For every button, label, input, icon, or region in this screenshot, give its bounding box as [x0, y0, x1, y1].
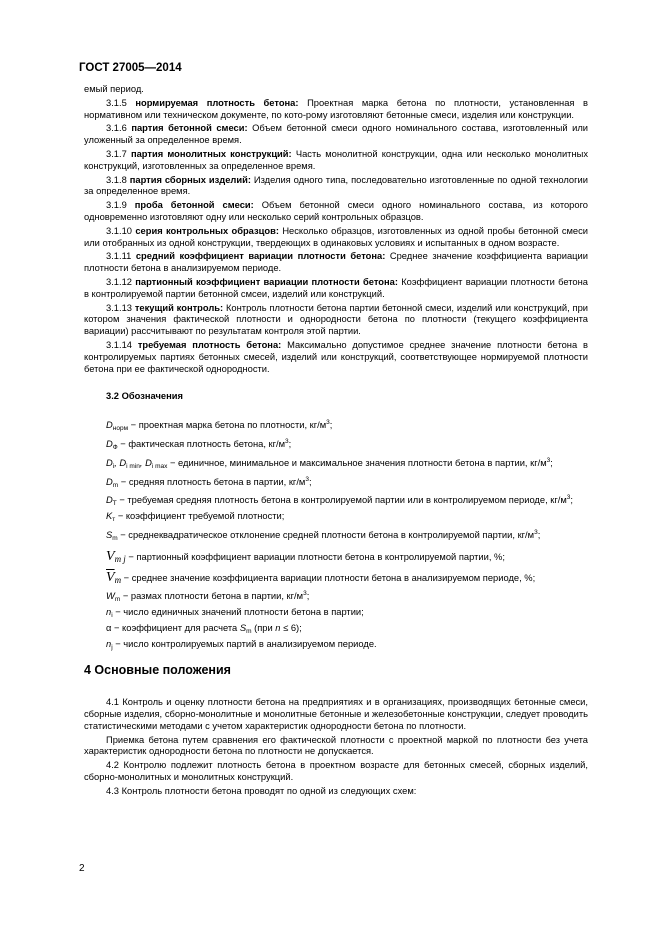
superscript: 3 — [546, 456, 551, 464]
designation-tail: ; — [570, 495, 574, 506]
formula-v-mj — [106, 549, 126, 564]
superscript: 3 — [305, 475, 309, 483]
definition-3-1-12 — [84, 277, 588, 301]
symbol: S — [106, 529, 113, 540]
definition-text: Несколько образцов, изготовленных из одной пробы бетонной смеси или отобранных из одной конструкции, твердеющих в одинаковых условиях и испытанных в одном возрасте. — [84, 225, 588, 248]
definition-text: Часть монолитной конструкции, одна или несколько монолитных конструкций, изготовленных за определенное время. — [84, 148, 588, 171]
symbol-subscript: m — [246, 627, 252, 635]
symbol: , D — [114, 457, 127, 468]
designation-text: ≤ 6); — [280, 622, 302, 633]
designation-text: − среднеквадратическое отклонение средней плотности бетона в контролируемой партии, кг/м — [117, 529, 535, 540]
definition-term: текущий контроль: — [134, 302, 224, 313]
designation-text: (при — [251, 622, 276, 633]
definition-3-1-10 — [84, 226, 588, 250]
symbol: K — [106, 511, 113, 522]
paragraph-4-1-acceptance: Приемка бетона путем сравнения его фактической плотности с проектной маркой по плотности без учета характеристик однородности бетона по плотности не допускается. — [84, 734, 588, 757]
designation-tail: ; — [550, 457, 553, 468]
definition-3-1-6 — [84, 123, 588, 147]
definition-term: нормируемая плотность бетона: — [135, 97, 299, 108]
symbol-subscript: m — [114, 596, 121, 604]
definition-3-1-14 — [84, 340, 588, 375]
designation-d-m — [84, 474, 588, 492]
designation-d-individual — [84, 455, 588, 473]
definition-3-1-13 — [84, 303, 588, 338]
symbol-subscript: Ф — [112, 443, 118, 451]
designation-tail: ; — [537, 529, 541, 540]
definition-3-1-7 — [84, 149, 588, 173]
symbol-subscript: i max — [151, 462, 168, 470]
definition-number: 3.1.6 — [106, 123, 127, 134]
definition-term: средний коэффициент вариации плотности бетона: — [135, 251, 386, 262]
symbol-subscript: i min — [126, 462, 140, 470]
symbol: $\overline{V}$ — [106, 569, 115, 585]
definition-3-1-5 — [84, 98, 588, 122]
definition-3-1-9 — [84, 200, 588, 224]
superscript: 3 — [566, 494, 571, 502]
designation-d-t — [84, 492, 588, 510]
designation-d-norm — [84, 417, 588, 435]
designation-n-i — [84, 607, 588, 622]
designation-text: − число контролируемых партий в анализируемом периоде. — [112, 638, 377, 649]
designations-heading: 3.2 Обозначения — [106, 391, 183, 402]
designation-v-m-mean — [84, 569, 588, 587]
symbol: D — [106, 476, 113, 487]
definition-number: 3.1.9 — [106, 200, 127, 211]
section-4-heading: 4 Основные положения — [84, 663, 231, 678]
symbol: n — [106, 638, 112, 649]
symbol: W — [106, 591, 115, 602]
designation-v-mj — [84, 548, 588, 566]
designation-text: α − коэффициент для расчета — [106, 622, 240, 633]
designation-text: − требуемая средняя плотность бетона в контролируемой партии или в контролируемом периоде, кг/м — [116, 495, 567, 506]
definition-text: емый период. — [84, 84, 144, 94]
designation-text: − размах плотности бетона в партии, кг/м — [120, 591, 304, 602]
symbol-subscript: i — [111, 612, 113, 620]
definition-term: проба бетонной смеси: — [134, 200, 254, 211]
document-header: ГОСТ 27005—2014 — [79, 62, 182, 74]
designation-tail: ; — [308, 476, 312, 487]
superscript: 3 — [303, 590, 307, 598]
paragraph-4-1: 4.1 Контроль и оценку плотности бетона на предприятиях и в организациях, производящих бетонные смеси, сборные изделия, сборно-монолитные и монолитные бетонные и железобетонные конструкции, следует проводить статистическими методами с учетом характеристик однородности бетона по плотности. — [84, 697, 588, 731]
designation-tail: ; — [288, 438, 292, 449]
superscript: 3 — [285, 437, 289, 445]
designation-s-m — [84, 527, 588, 545]
designation-k-t — [84, 511, 588, 526]
definition-text: Проектная марка бетона по плотности, установленная в нормативном или техническом документе, по кото-рому изготовляют бетонные смеси, изделия или конструкции. — [84, 97, 588, 120]
formula-v-m-mean — [106, 570, 121, 585]
definition-text: Коэффициент вариации плотности бетона в контролируемой партии бетонной смсеи, изделий или конструкций. — [84, 276, 588, 299]
designation-d-fact — [84, 436, 588, 454]
symbol: D — [106, 495, 113, 506]
definition-text: Среднее значение коэффициента вариации плотности бетона в анализируемом периоде. — [84, 251, 588, 274]
designation-text: − средняя плотность бетона в партии, кг/м — [118, 476, 306, 487]
definition-text: Изделия одного типа, последовательно изготовленные по одной технологии за определенное время. — [84, 174, 588, 197]
symbol: n — [275, 622, 281, 633]
definition-number: 3.1.10 — [106, 225, 132, 236]
designation-text: − проектная марка бетона по плотности, кг/м — [128, 420, 327, 431]
definition-text: Объем бетонной смеси одного номинального состава, изготовленный или уложенный за определенное время. — [84, 123, 588, 146]
superscript: 3 — [534, 528, 538, 536]
definition-text: Объем бетонной смеси одного номинального состава, из которого одновременно изготовляют одну или несколько серий контрольных образцов. — [84, 200, 588, 222]
symbol: V — [106, 548, 115, 564]
symbol-subscript: m j — [114, 553, 126, 564]
designation-tail: ; — [306, 591, 310, 602]
definition-continuation — [84, 84, 588, 96]
symbol-subscript: m — [114, 574, 122, 585]
definition-term: серия контрольных образцов: — [135, 225, 279, 236]
designation-text: − единичное, минимальное и максимальное значения плотности бетона в партии, кг/м — [167, 457, 547, 468]
symbol-subscript: m — [112, 481, 119, 489]
designation-w-m — [84, 588, 588, 606]
symbol: , D — [139, 457, 152, 468]
designation-text: − фактическая плотность бетона, кг/м — [117, 438, 286, 449]
definition-number: 3.1.5 — [106, 97, 127, 108]
designation-text: − партионный коэффициент вариации плотности бетона в контролируемой партии, %; — [125, 551, 505, 562]
symbol-subscript: m — [112, 534, 118, 542]
paragraph-4-3: 4.3 Контроль плотности бетона проводят по одной из следующих схем: — [106, 785, 417, 796]
definition-term: требуемая плотность бетона: — [137, 339, 282, 350]
designation-n-j — [84, 639, 588, 654]
definition-text: Контроль плотности бетона партии бетонной смеси, изделий или конструкций, при котором значения фактической плотности и однородности бетона по плотности (текущего коэффициента вариации) рассчитывают по результатам контроля этой партии. — [84, 302, 588, 337]
definition-number: 3.1.12 — [106, 276, 132, 287]
definition-term: партия бетонной смеси: — [131, 123, 248, 134]
definition-term: партия монолитных конструкций: — [130, 148, 292, 159]
designation-text: − среднее значение коэффициента вариации плотности бетона в анализируемом периоде, %; — [121, 572, 536, 583]
definition-term: партия сборных изделий: — [129, 174, 251, 185]
symbol: n — [106, 607, 112, 618]
definition-3-1-11 — [84, 251, 588, 275]
definition-number: 3.1.13 — [106, 302, 132, 313]
symbol: D — [106, 438, 113, 449]
definition-term: партионный коэффициент вариации плотности бетона: — [135, 276, 398, 287]
designation-tail: ; — [329, 420, 333, 431]
symbol: S — [239, 622, 247, 633]
definition-number: 3.1.11 — [106, 251, 132, 262]
symbol-subscript: норм — [112, 425, 129, 433]
designation-text: − число единичных значений плотности бетона в партии; — [112, 607, 364, 618]
definition-number: 3.1.8 — [106, 174, 127, 185]
symbol: D — [106, 457, 113, 468]
designation-alpha — [84, 623, 588, 638]
symbol: D — [106, 420, 113, 431]
page-number: 2 — [79, 863, 85, 874]
paragraph-4-2: 4.2 Контролю подлежит плотность бетона в проектном возрасте для бетонных смесей, сборных изделий, сборно-монолитных и монолитных конструкций. — [84, 760, 588, 783]
designation-text: − коэффициент требуемой плотности; — [115, 511, 285, 522]
symbol-subscript: т — [112, 516, 116, 524]
symbol-subscript: Т — [112, 500, 117, 508]
definition-3-1-8 — [84, 175, 588, 199]
definition-text: Максимально допустимое среднее значение плотности бетона в контролируемых партиях бетонных смесей, изделий или конструкций, соответствующее нормируемой плотности бетона при ее фактической однородности. — [84, 339, 588, 374]
superscript: 3 — [326, 419, 330, 427]
symbol-subscript: i — [112, 462, 115, 470]
definition-number: 3.1.7 — [106, 148, 127, 159]
symbol-subscript: j — [111, 643, 113, 651]
definition-number: 3.1.14 — [106, 339, 132, 350]
document-body — [84, 84, 588, 800]
